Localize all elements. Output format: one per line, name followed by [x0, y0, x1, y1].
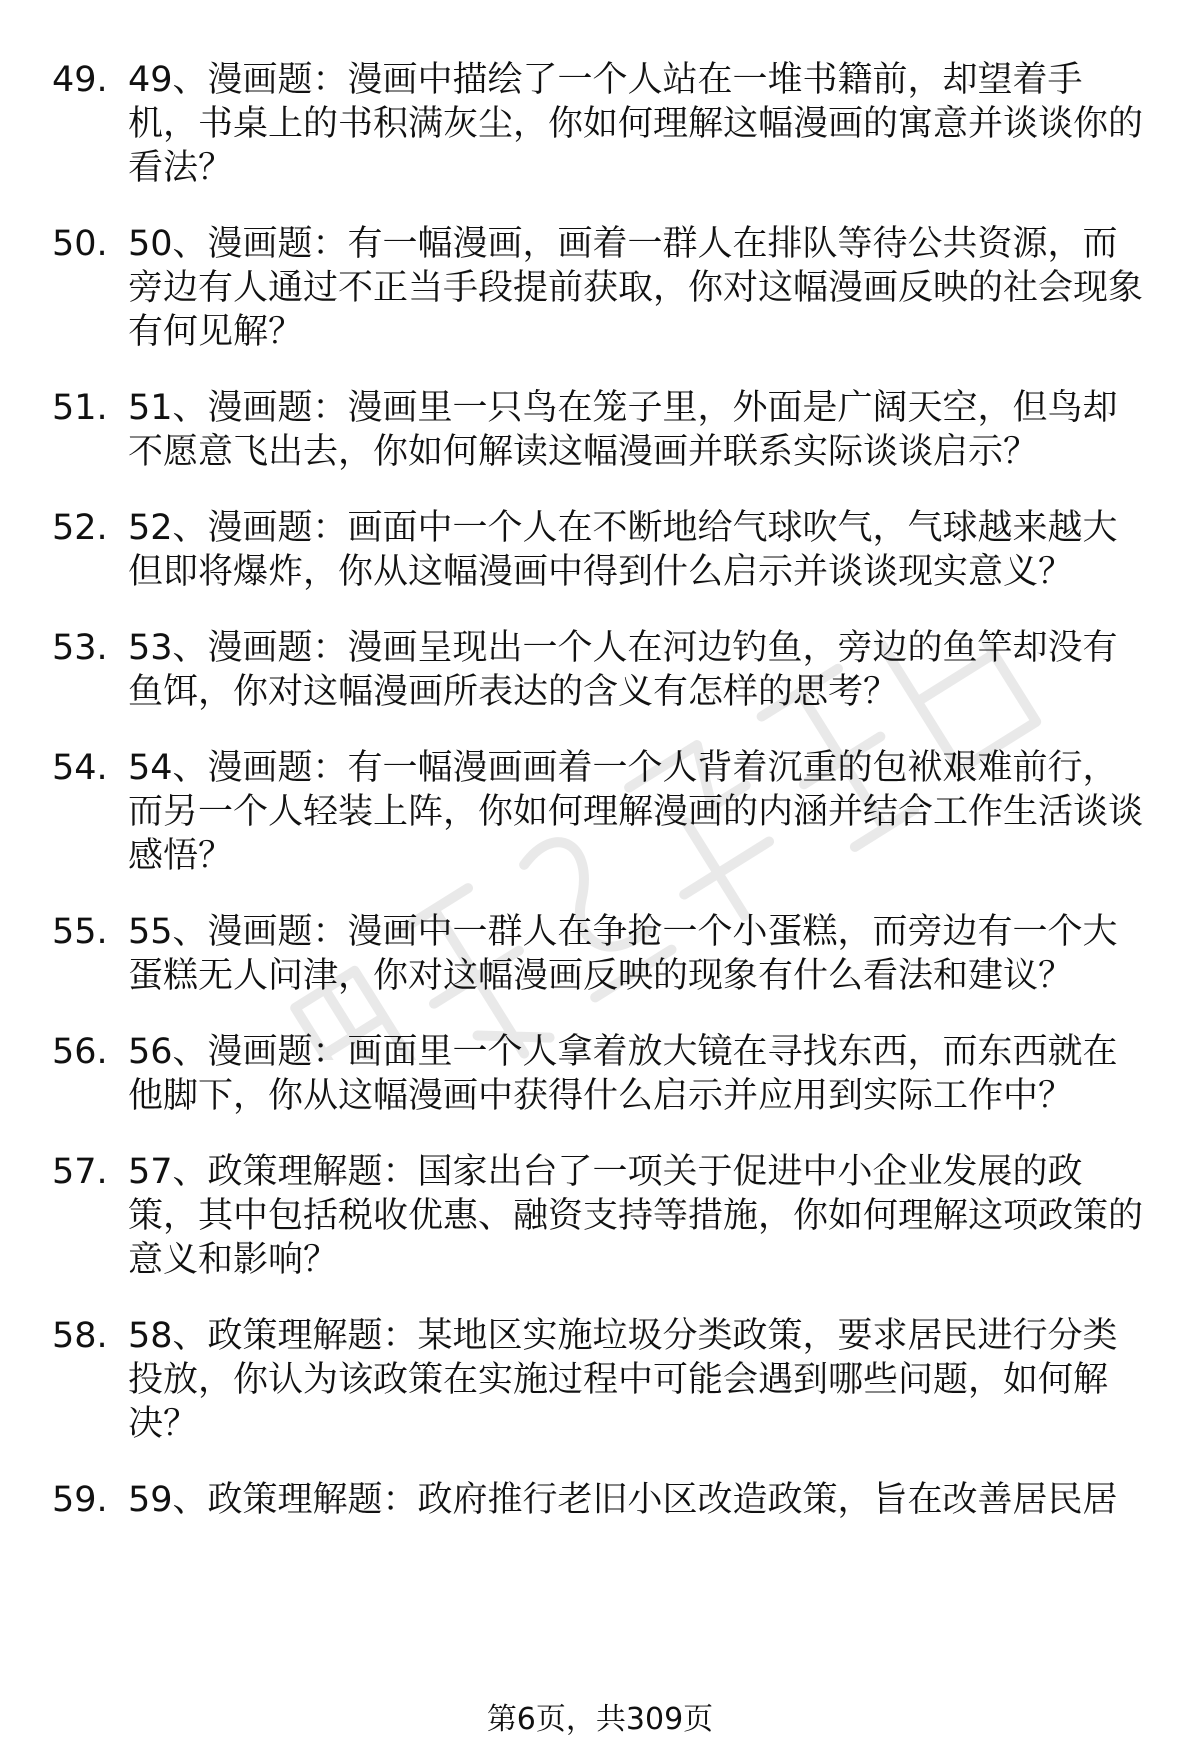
- question-item: [52, 910, 1152, 998]
- question-number: 57.: [52, 1152, 108, 1192]
- question-item: [52, 1150, 1152, 1282]
- question-item: [52, 386, 1152, 474]
- question-item: [52, 58, 1152, 190]
- question-item: [52, 746, 1152, 878]
- question-number: 54.: [52, 748, 108, 788]
- question-item: [52, 1030, 1152, 1118]
- question-text: 57、政策理解题：国家出台了一项关于促进中小企业发展的政策，其中包括税收优惠、融资支持等措施，你如何理解这项政策的意义和影响？: [128, 1152, 1144, 1280]
- question-number: 49.: [52, 60, 108, 100]
- question-number: 55.: [52, 912, 108, 952]
- question-item: [52, 626, 1152, 714]
- question-text: 53、漫画题：漫画呈现出一个人在河边钓鱼，旁边的鱼竿却没有鱼饵，你对这幅漫画所表达的含义有怎样的思考？: [128, 628, 1118, 712]
- question-number: 53.: [52, 628, 108, 668]
- question-text: 49、漫画题：漫画中描绘了一个人站在一堆书籍前，却望着手机，书桌上的书积满灰尘，你如何理解这幅漫画的寓意并谈谈你的看法？: [128, 60, 1144, 188]
- question-number: 52.: [52, 508, 108, 548]
- question-number: 50.: [52, 224, 108, 264]
- question-text: 55、漫画题：漫画中一群人在争抢一个小蛋糕，而旁边有一个大蛋糕无人问津，你对这幅漫画反映的现象有什么看法和建议？: [128, 912, 1118, 996]
- question-number: 51.: [52, 388, 108, 428]
- question-text: 59、政策理解题：政府推行老旧小区改造政策，旨在改善居民居: [128, 1480, 1118, 1520]
- question-text: 54、漫画题：有一幅漫画画着一个人背着沉重的包袱艰难前行，而另一个人轻装上阵，你如何理解漫画的内涵并结合工作生活谈谈感悟？: [128, 748, 1144, 876]
- question-text: 50、漫画题：有一幅漫画，画着一群人在排队等待公共资源，而旁边有人通过不正当手段提前获取，你对这幅漫画反映的社会现象有何见解？: [128, 224, 1144, 352]
- question-text: 51、漫画题：漫画里一只鸟在笼子里，外面是广阔天空，但鸟却不愿意飞出去，你如何解读这幅漫画并联系实际谈谈启示？: [128, 388, 1118, 472]
- question-item: [52, 1314, 1152, 1446]
- question-text: 52、漫画题：画面中一个人在不断地给气球吹气，气球越来越大但即将爆炸，你从这幅漫画中得到什么启示并谈谈现实意义？: [128, 508, 1118, 592]
- question-text: 56、漫画题：画面里一个人拿着放大镜在寻找东西，而东西就在他脚下，你从这幅漫画中获得什么启示并应用到实际工作中？: [128, 1032, 1118, 1116]
- question-item: [52, 1478, 1152, 1522]
- question-list: [52, 58, 1152, 1554]
- question-number: 58.: [52, 1316, 108, 1356]
- question-item: [52, 222, 1152, 354]
- question-number: 59.: [52, 1480, 108, 1520]
- question-number: 56.: [52, 1032, 108, 1072]
- question-text: 58、政策理解题：某地区实施垃圾分类政策，要求居民进行分类投放，你认为该政策在实施过程中可能会遇到哪些问题，如何解决？: [128, 1316, 1118, 1444]
- question-item: [52, 506, 1152, 594]
- page-footer: 第6页，共309页: [486, 1702, 714, 1737]
